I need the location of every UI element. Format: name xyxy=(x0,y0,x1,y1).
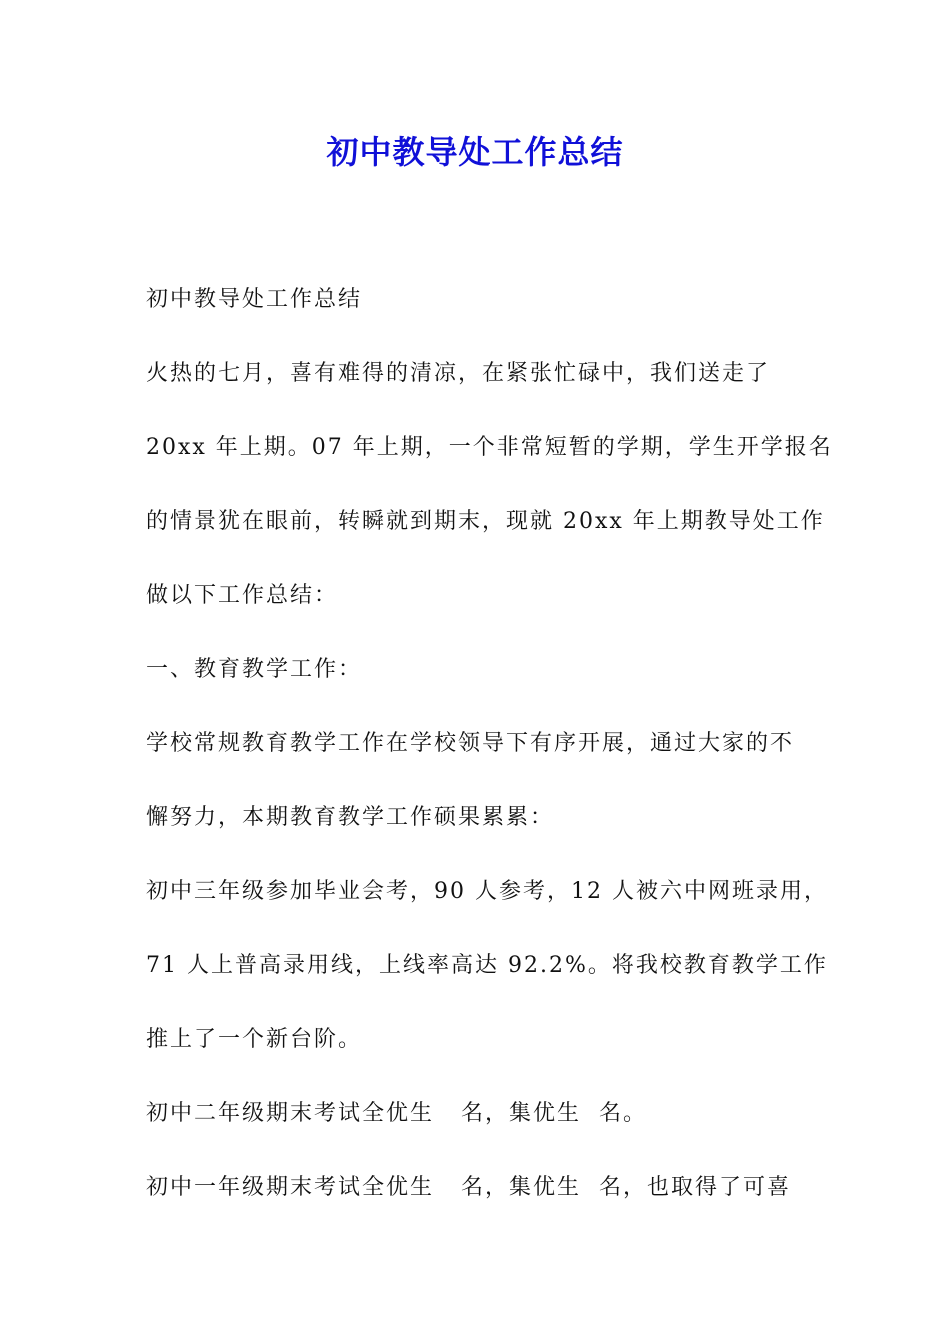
paragraph-line: 71 人上普高录用线，上线率高达 92.2%。将我校教育教学工作 xyxy=(146,953,828,978)
paragraph-line: 初中三年级参加毕业会考，90 人参考，12 人被六中网班录用， xyxy=(146,879,828,904)
paragraph-line: 做以下工作总结： xyxy=(146,583,339,608)
paragraph-line: 的情景犹在眼前，转瞬就到期末，现就 20xx 年上期教导处工作 xyxy=(146,509,825,534)
paragraph-line: 初中二年级期末考试全优生 名，集优生 名。 xyxy=(146,1101,647,1126)
paragraph-line: 20xx 年上期。07 年上期，一个非常短暂的学期，学生开学报名 xyxy=(146,435,833,460)
section-heading: 一、教育教学工作： xyxy=(146,657,363,682)
paragraph-line: 初中一年级期末考试全优生 名，集优生 名，也取得了可喜 xyxy=(146,1175,791,1200)
paragraph-line: 火热的七月，喜有难得的清凉，在紧张忙碌中，我们送走了 xyxy=(146,361,771,386)
document-title: 初中教导处工作总结 xyxy=(326,133,624,171)
paragraph-line: 懈努力，本期教育教学工作硕果累累： xyxy=(146,805,555,830)
document-body xyxy=(146,263,833,1225)
paragraph-line: 学校常规教育教学工作在学校领导下有序开展，通过大家的不 xyxy=(146,731,795,756)
paragraph-line: 初中教导处工作总结 xyxy=(146,287,363,312)
paragraph-line: 推上了一个新台阶。 xyxy=(146,1027,363,1052)
